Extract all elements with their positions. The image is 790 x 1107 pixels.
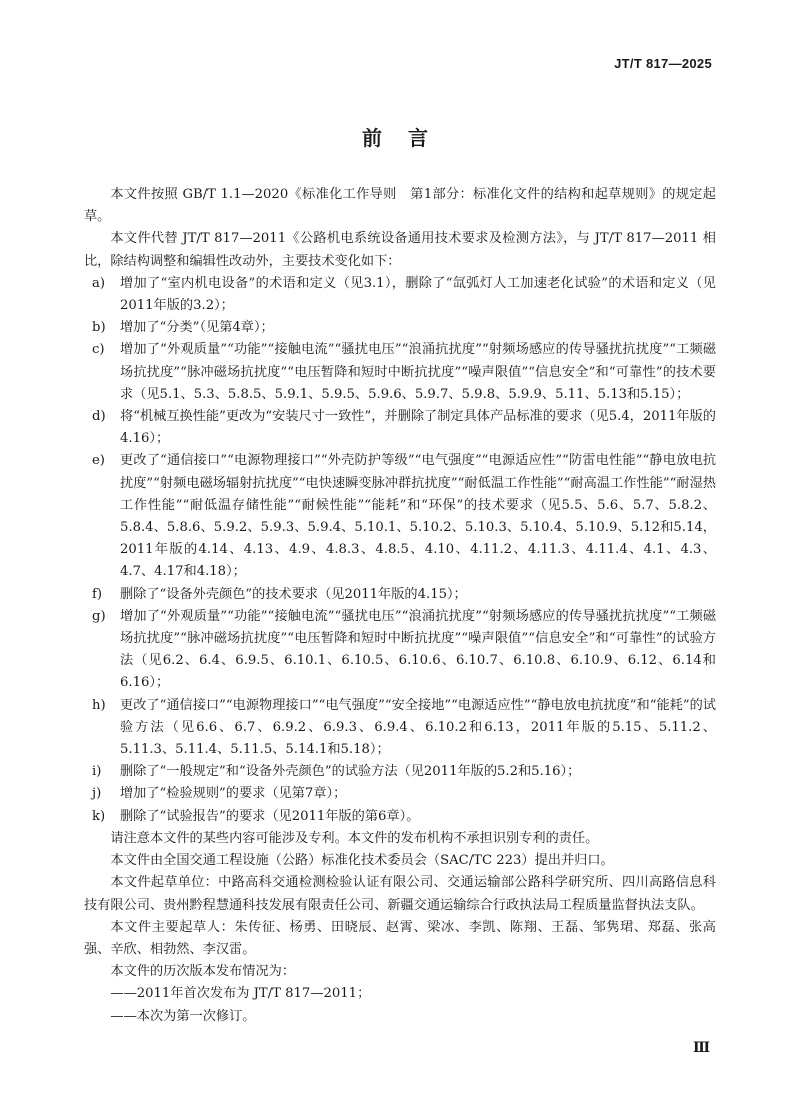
page-title: 前言 bbox=[362, 126, 454, 150]
change-item-h bbox=[84, 695, 716, 762]
item-text: 增加了“室内机电设备”的术语和定义（见3.1），删除了“氙弧灯人工加速老化试验”的术语和定义（见2011年版的3.2）； bbox=[120, 275, 716, 314]
document-code: JT/T 817—2025 bbox=[614, 56, 712, 71]
item-label: k) bbox=[92, 808, 106, 824]
item-label: b) bbox=[92, 320, 106, 336]
change-item-b bbox=[84, 317, 716, 339]
intro-paragraph-standard: 本文件按照 GB/T 1.1—2020《标准化工作导则 第1部分：标准化文件的结构和起草规则》的规定起草。 bbox=[84, 187, 716, 225]
change-item-d bbox=[84, 406, 716, 450]
drafting-units: 本文件起草单位：中路高科交通检测检验认证有限公司、交通运输部公路科学研究所、四川高路信息科技有限公司、贵州黔程慧通科技发展有限责任公司、新疆交通运输综合行政执法局工程质量监督执法支队。 bbox=[84, 875, 716, 913]
change-item-i bbox=[84, 761, 716, 783]
main-drafters: 本文件主要起草人：朱传征、杨勇、田晓辰、赵霄、梁冰、李凯、陈翔、王磊、邹隽珺、郑磊、张高强、辛欣、相勃然、李汉雷。 bbox=[84, 919, 716, 957]
change-item-c bbox=[84, 339, 716, 406]
page-number: Ⅲ bbox=[692, 1041, 710, 1056]
item-text: 增加了“外观质量”“功能”“接触电流”“骚扰电压”“浪涌抗扰度”“射频场感应的传导骚扰抗扰度”“工频磁场抗扰度”“脉冲磁场抗扰度”“电压暂降和短时中断抗扰度”“噪声限值”“信息安全”和“可靠性”的试验方法（见6.2、6.4、6.9.5、6.10.1、6.10.5、6.10.6、6.10.7、6.10.8、6.10.9、6.12、6.14和6.16）； bbox=[120, 608, 716, 691]
change-item-a bbox=[84, 273, 716, 317]
item-label: g) bbox=[92, 608, 106, 624]
item-label: h) bbox=[92, 697, 106, 713]
change-item-e bbox=[84, 450, 716, 583]
item-text: 删除了“一般规定”和“设备外壳颜色”的试验方法（见2011年版的5.2和5.16）； bbox=[120, 764, 581, 780]
item-text: 将“机械互换性能”更改为“安装尺寸一致性”，并删除了制定具体产品标准的要求（见5.4，2011年版的4.16）； bbox=[120, 409, 716, 447]
history-first-release: ——2011年首次发布为 JT/T 817—2011； bbox=[110, 986, 371, 1002]
item-text: 增加了“分类”（见第4章）； bbox=[120, 320, 274, 336]
change-item-j bbox=[84, 783, 716, 805]
item-label: e) bbox=[92, 453, 105, 469]
intro-paragraph-replacement: 本文件代替 JT/T 817—2011《公路机电系统设备通用技术要求及检测方法》，与 JT/T 817—2011 相比，除结构调整和编辑性改动外，主要技术变化如下： bbox=[84, 231, 716, 269]
item-text: 更改了“通信接口”“电源物理接口”“外壳防护等级”“电气强度”“电源适应性”“防雷电性能”“静电放电抗扰度”“射频电磁场辐射抗扰度”“电快速瞬变脉冲群抗扰度”“耐低温工作性能”“耐高温工作性能”“耐湿热工作性能”“耐低温存储性能”“耐候性能”“能耗”和“环保”的技术要求（见5.5、5.6、5.7、5.8.2、5.8.4、5.8.6、5.9.2、5.9.3、5.9.4、5.10.1、5.10.2、5.10.3、5.10.4、5.10.9、5.12和5.14，2011年版的4.14、4.13、4.9、4.8.3、4.8.5、4.10、4.11.2、4.11.3、4.11.4、4.1、4.3、4.7、4.17和4.18）； bbox=[120, 453, 716, 580]
item-text: 增加了“外观质量”“功能”“接触电流”“骚扰电压”“浪涌抗扰度”“射频场感应的传导骚扰抗扰度”“工频磁场抗扰度”“脉冲磁场抗扰度”“电压暂降和短时中断抗扰度”“噪声限值”“信息安全”和“可靠性”的技术要求（见5.1、5.3、5.8.5、5.9.1、5.9.5、5.9.6、5.9.7、5.9.8、5.9.9、5.11、5.13和5.15）； bbox=[120, 342, 716, 402]
history-current-revision: ——本次为第一次修订。 bbox=[110, 1008, 256, 1024]
patent-notice: 请注意本文件的某些内容可能涉及专利。本文件的发布机构不承担识别专利的责任。 bbox=[110, 830, 599, 846]
item-label: c) bbox=[92, 342, 105, 358]
history-intro: 本文件的历次版本发布情况为： bbox=[110, 964, 296, 980]
foreword-body bbox=[84, 184, 716, 1028]
item-text: 删除了“试验报告”的要求（见2011年版的第6章）。 bbox=[120, 808, 420, 824]
item-text: 更改了“通信接口”“电源物理接口”“电气强度”“安全接地”“电源适应性”“静电放电抗扰度”和“能耗”的试验方法（见6.6、6.7、6.9.2、6.9.3、6.9.4、6.10.2和6.13，2011年版的5.15、5.11.2、5.11.3、5.11.4、5.11.5、5.14.1和5.18）； bbox=[120, 697, 716, 758]
item-text: 删除了“设备外壳颜色”的技术要求（见2011年版的4.15）； bbox=[120, 586, 467, 602]
item-text: 增加了“检验规则”的要求（见第7章）； bbox=[120, 786, 347, 802]
change-item-f bbox=[84, 584, 716, 606]
item-label: i) bbox=[92, 764, 102, 780]
change-item-k bbox=[84, 806, 716, 828]
change-item-g bbox=[84, 606, 716, 695]
item-label: j) bbox=[92, 786, 102, 802]
proposer-statement: 本文件由全国交通工程设施（公路）标准化技术委员会（SAC/TC 223）提出并归口。 bbox=[110, 853, 614, 869]
item-label: d) bbox=[92, 409, 106, 425]
item-label: a) bbox=[92, 275, 106, 291]
item-label: f) bbox=[92, 586, 103, 602]
